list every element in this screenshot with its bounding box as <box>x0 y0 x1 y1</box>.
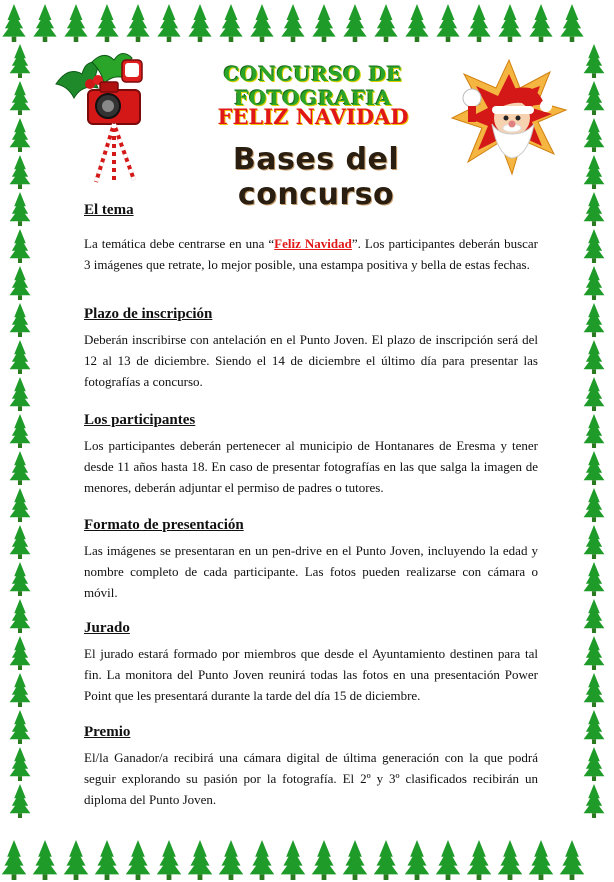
christmas-tree-icon <box>10 118 31 152</box>
christmas-tree-icon <box>126 840 151 880</box>
christmas-tree-icon <box>584 44 605 78</box>
christmas-tree-icon <box>584 118 605 152</box>
christmas-tree-icon <box>10 784 31 818</box>
christmas-tree-icon <box>10 81 31 115</box>
christmas-tree-icon <box>584 229 605 263</box>
santa-claus-icon <box>450 58 568 176</box>
christmas-tree-icon <box>584 266 605 300</box>
section-jurado <box>84 620 538 706</box>
christmas-tree-icon <box>584 636 605 670</box>
christmas-tree-icon <box>281 840 306 880</box>
section-heading: Plazo de inscripción <box>84 306 213 322</box>
christmas-tree-icon <box>584 488 605 522</box>
feliz-navidad-highlight: Feliz Navidad <box>274 236 352 251</box>
section-el-tema <box>84 202 538 275</box>
section-heading: El tema <box>84 202 134 218</box>
camera-tripod-icon <box>52 44 152 194</box>
christmas-tree-icon <box>219 4 242 42</box>
christmas-tree-icon <box>584 525 605 559</box>
christmas-tree-icon <box>584 451 605 485</box>
text-fragment: La temática debe centrarse en una “ <box>84 236 275 251</box>
christmas-tree-icon <box>10 266 31 300</box>
section-heading: Los participantes <box>84 412 196 428</box>
christmas-tree-icon <box>467 4 490 42</box>
christmas-tree-icon <box>10 340 31 374</box>
christmas-tree-icon <box>584 599 605 633</box>
christmas-tree-icon <box>584 155 605 189</box>
christmas-tree-icon <box>529 840 554 880</box>
contest-title: CONCURSO DE FOTOGRAFIA <box>223 62 403 110</box>
christmas-tree-icon <box>188 840 213 880</box>
christmas-tree-icon <box>584 340 605 374</box>
christmas-tree-icon <box>529 4 552 42</box>
christmas-tree-icon <box>10 303 31 337</box>
christmas-tree-icon <box>126 4 149 42</box>
christmas-tree-icon <box>10 451 31 485</box>
christmas-tree-icon <box>157 4 180 42</box>
christmas-tree-icon <box>405 840 430 880</box>
christmas-tree-border-top <box>0 0 614 44</box>
christmas-tree-icon <box>10 562 31 596</box>
christmas-tree-icon <box>250 4 273 42</box>
christmas-tree-icon <box>436 4 459 42</box>
christmas-tree-icon <box>498 4 521 42</box>
christmas-tree-icon <box>312 4 335 42</box>
section-text: Las imágenes se presentaran en un pen-drive en el Punto Joven, incluyendo la edad y nombre completo de cada participante. Las fotos pueden realizarse con cámara o móvil. <box>84 543 538 600</box>
section-heading: Formato de presentación <box>84 517 244 533</box>
section-text <box>84 233 538 275</box>
christmas-tree-icon <box>10 155 31 189</box>
christmas-tree-icon <box>95 840 120 880</box>
christmas-tree-icon <box>405 4 428 42</box>
text-fragment: ”. Los participantes deberán buscar 3 imágenes que retrate, lo mejor posible, una estampa positiva y bella de estas fechas. <box>84 236 538 272</box>
christmas-tree-icon <box>467 840 492 880</box>
section-heading: Jurado <box>84 620 130 636</box>
christmas-tree-icon <box>436 840 461 880</box>
christmas-tree-border-bottom <box>0 836 614 882</box>
section-text: Deberán inscribirse con antelación en el Punto Joven. El plazo de inscripción será del 12 al 13 de diciembre. Siendo el 14 de diciembre el último día para presentar las fotografías a concurso. <box>84 332 538 389</box>
christmas-tree-icon <box>584 784 605 818</box>
section-plazo-inscripcion <box>84 306 538 392</box>
christmas-tree-border-right <box>572 30 614 850</box>
christmas-tree-icon <box>584 192 605 226</box>
christmas-tree-icon <box>10 377 31 411</box>
christmas-tree-icon <box>584 747 605 781</box>
christmas-tree-icon <box>584 414 605 448</box>
christmas-tree-icon <box>10 673 31 707</box>
christmas-tree-icon <box>584 710 605 744</box>
christmas-tree-icon <box>584 562 605 596</box>
christmas-tree-icon <box>312 840 337 880</box>
christmas-tree-icon <box>10 599 31 633</box>
christmas-tree-icon <box>10 414 31 448</box>
christmas-tree-icon <box>584 303 605 337</box>
christmas-tree-icon <box>584 673 605 707</box>
section-participantes <box>84 412 538 498</box>
section-text: El/la Ganador/a recibirá una cámara digital de última generación con la que podrá seguir explorando su pasión por la fotografía. El 2º y 3º clasificados recibirán un diploma del Punto Joven. <box>84 750 538 807</box>
christmas-tree-icon <box>219 840 244 880</box>
section-formato-presentacion <box>84 517 538 603</box>
christmas-tree-icon <box>498 840 523 880</box>
christmas-tree-icon <box>343 840 368 880</box>
section-heading: Premio <box>84 724 131 740</box>
christmas-tree-icon <box>584 81 605 115</box>
christmas-tree-icon <box>374 4 397 42</box>
feliz-navidad-title: FELIZ NAVIDAD <box>217 104 409 129</box>
christmas-tree-icon <box>343 4 366 42</box>
christmas-tree-icon <box>10 192 31 226</box>
christmas-tree-icon <box>10 44 31 78</box>
christmas-tree-icon <box>188 4 211 42</box>
christmas-tree-icon <box>374 840 399 880</box>
christmas-tree-icon <box>10 488 31 522</box>
christmas-tree-icon <box>10 710 31 744</box>
christmas-tree-icon <box>10 229 31 263</box>
bases-title: Bases del concurso <box>232 142 400 212</box>
christmas-tree-icon <box>250 840 275 880</box>
christmas-tree-icon <box>64 4 87 42</box>
christmas-tree-icon <box>64 840 89 880</box>
christmas-tree-icon <box>10 525 31 559</box>
christmas-tree-icon <box>584 377 605 411</box>
christmas-tree-icon <box>281 4 304 42</box>
christmas-tree-icon <box>10 747 31 781</box>
christmas-tree-border-left <box>0 30 40 850</box>
section-text: El jurado estará formado por miembros que desde el Ayuntamiento destinen para tal fin. La monitora del Punto Joven reunirá todas las fotos en una presentación Power Point que les presentará durante la tarde del día 15 de diciembre. <box>84 646 538 703</box>
christmas-tree-icon <box>10 636 31 670</box>
christmas-tree-icon <box>157 840 182 880</box>
section-text: Los participantes deberán pertenecer al municipio de Hontanares de Eresma y tener desde 11 años hasta 18. En caso de presentar fotografías en las que salga la imagen de menores, deberán adjuntar el permiso de padres o tutores. <box>84 438 538 495</box>
section-premio <box>84 724 538 810</box>
christmas-tree-icon <box>95 4 118 42</box>
